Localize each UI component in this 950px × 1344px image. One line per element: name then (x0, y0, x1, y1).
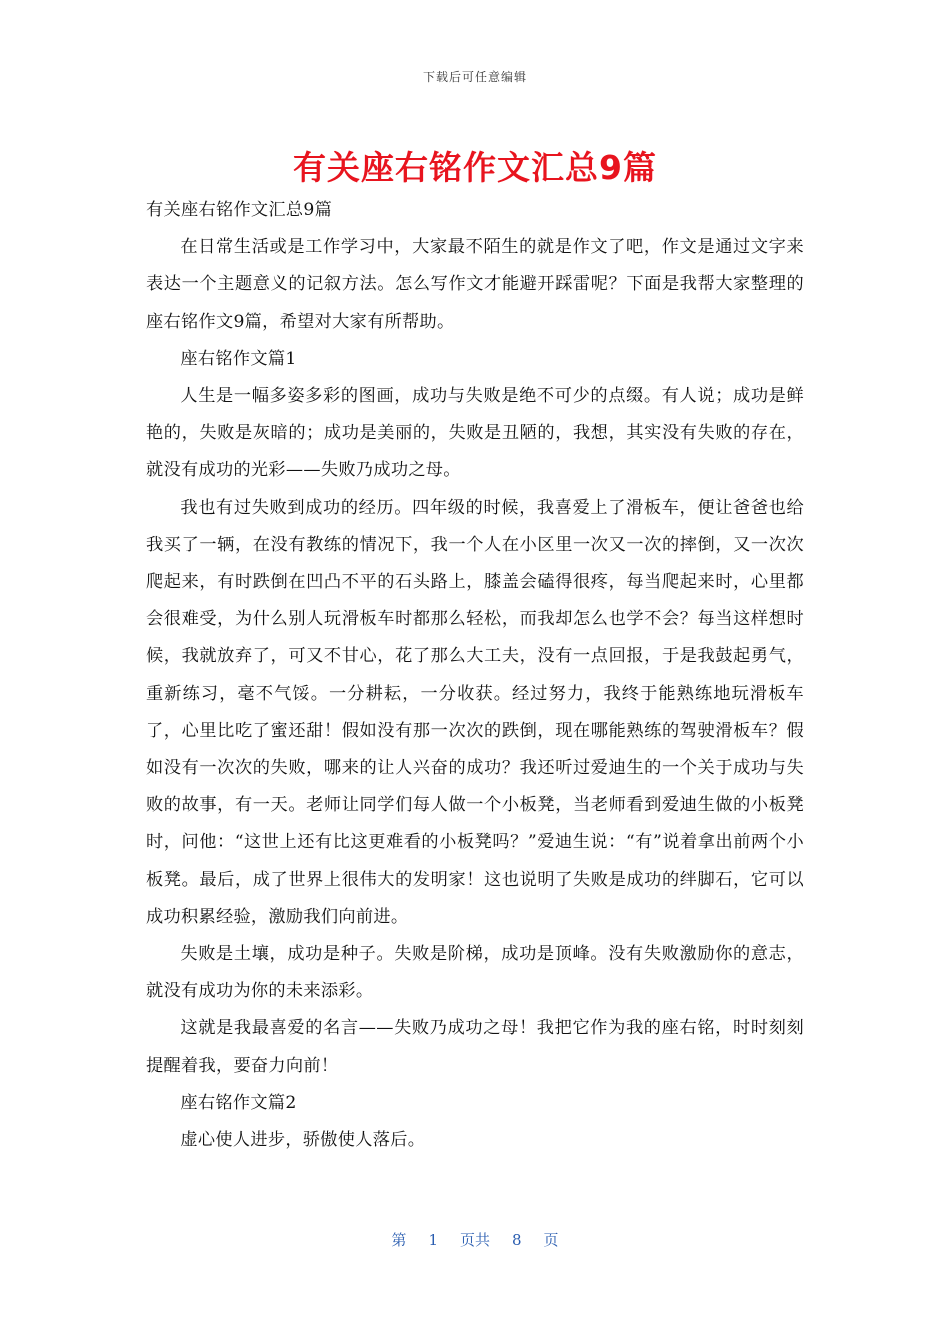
body-paragraph: 我也有过失败到成功的经历。四年级的时候，我喜爱上了滑板车，便让爸爸也给我买了一辆，在没有教练的情况下，我一个人在小区里一次又一次的摔倒，又一次次爬起来，有时跌倒在凹凸不平的石头路上，膝盖会磕得很疼，每当爬起来时，心里都会很难受，为什么别人玩滑板车时都那么轻松，而我却怎么也学不会？每当这样想时候，我就放弃了，可又不甘心，花了那么大工夫，没有一点回报，于是我鼓起勇气，重新练习，毫不气馁。一分耕耘，一分收获。经过努力，我终于能熟练地玩滑板车了，心里比吃了蜜还甜！假如没有那一次次的跌倒，现在哪能熟练的驾驶滑板车？假如没有一次次的失败，哪来的让人兴奋的成功？我还听过爱迪生的一个关于成功与失败的故事，有一天。老师让同学们每人做一个小板凳，当老师看到爱迪生做的小板凳时，问他：“这世上还有比这更难看的小板凳吗？”爱迪生说：“有”说着拿出前两个小板凳。最后，成了世界上很伟大的发明家！这也说明了失败是成功的绊脚石，它可以成功积累经验，激励我们向前进。 (146, 497, 804, 927)
intro-paragraph: 在日常生活或是工作学习中，大家最不陌生的就是作文了吧，作文是通过文字来表达一个主题意义的记叙方法。怎么写作文才能避开踩雷呢？下面是我帮大家整理的座右铭作文9篇，希望对大家有所帮助。 (146, 237, 804, 332)
footer-current-page: 1 (428, 1231, 438, 1249)
section-heading-2: 座右铭作文篇2 (180, 1092, 297, 1113)
footer-suffix: 页 (543, 1231, 559, 1249)
document-title: 有关座右铭作文汇总9篇 (293, 148, 657, 187)
document-body (146, 192, 804, 1159)
body-paragraph: 人生是一幅多姿多彩的图画，成功与失败是绝不可少的点缀。有人说；成功是鲜艳的，失败是灰暗的；成功是美丽的，失败是丑陋的，我想，其实没有失败的存在，就没有成功的光彩——失败乃成功之母。 (146, 386, 804, 481)
section-heading-1: 座右铭作文篇1 (180, 348, 297, 369)
page-footer (0, 1229, 950, 1250)
subtitle-line: 有关座右铭作文汇总9篇 (146, 200, 333, 220)
body-paragraph: 失败是土壤，成功是种子。失败是阶梯，成功是顶峰。没有失败激励你的意志，就没有成功为你的未来添彩。 (146, 944, 804, 1002)
footer-total-pages: 8 (512, 1231, 522, 1249)
footer-middle: 页共 (459, 1231, 490, 1249)
footer-prefix: 第 (391, 1231, 407, 1249)
body-paragraph: 虚心使人进步，骄傲使人落后。 (180, 1130, 426, 1151)
body-paragraph: 这就是我最喜爱的名言——失败乃成功之母！我把它作为我的座右铭，时时刻刻提醒着我，要奋力向前！ (146, 1018, 804, 1076)
header-note: 下载后可任意编辑 (422, 70, 527, 84)
